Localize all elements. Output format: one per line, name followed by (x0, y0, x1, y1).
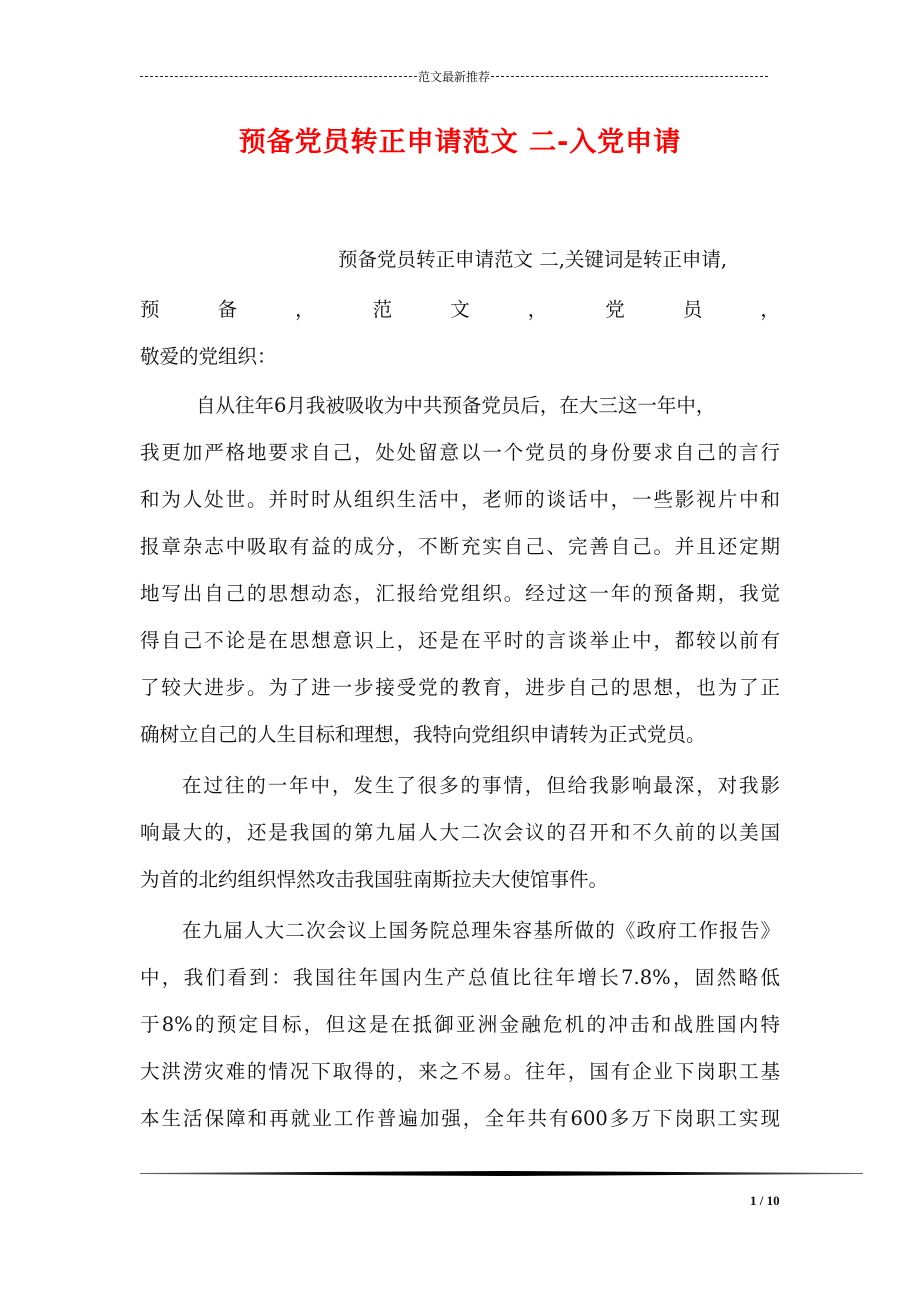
salutation: 敬爱的党组织： (140, 345, 277, 368)
header-dash-right (491, 76, 768, 77)
body-line: 和为人处世。并时时从组织生活中，老师的谈话中，一些影视片中和 (140, 488, 780, 511)
body-line: 在九届人大二次会议上国务院总理朱容基所做的《政府工作报告》 (182, 919, 780, 942)
body-line: 在过往的一年中，发生了很多的事情，但给我影响最深，对我影 (182, 774, 780, 797)
keyword-char: ， (527, 298, 548, 321)
body-line: 于8%的预定目标，但这是在抵御亚洲金融危机的冲击和战胜国内特 (140, 1013, 780, 1036)
body-line: 我更加严格地要求自己，处处留意以一个党员的身份要求自己的言行 (140, 441, 780, 464)
header-dash-left (140, 76, 417, 77)
intro-line: 预备党员转正申请范文 二,关键词是转正申请, (338, 248, 728, 271)
body-line: 为首的北约组织悍然攻击我国驻南斯拉夫大使馆事件。 (140, 868, 609, 891)
body-line: 自从往年6月我被吸收为中共预备党员后，在大三这一年中， (196, 394, 716, 417)
keyword-char: 党 (605, 298, 625, 321)
keyword-char: ， (760, 298, 780, 321)
body-line: 大洪涝灾难的情况下取得的，来之不易。往年，国有企业下岗职工基 (140, 1060, 780, 1083)
body-line: 确树立自己的人生目标和理想，我特向党组织申请转为正式党员。 (140, 723, 706, 746)
body-line: 中，我们看到：我国往年国内生产总值比往年增长7.8%，固然略低 (140, 966, 780, 989)
body-line: 得自己不论是在思想意识上，还是在平时的言谈举止中，都较以前有 (140, 629, 780, 652)
header-label: 范文最新推荐 (418, 70, 491, 84)
page-number: 1 / 10 (750, 1193, 780, 1208)
document-title: 预备党员转正申请范文 二-入党申请 (238, 127, 682, 158)
keyword-char: 预 (140, 298, 160, 321)
keyword-char: 备 (217, 298, 238, 321)
keywords-line (140, 294, 780, 322)
body-line: 地写出自己的思想动态，汇报给党组织。经过这一年的预备期，我觉 (140, 582, 780, 605)
body-line: 了较大进步。为了进一步接受党的教育，进步自己的思想，也为了正 (140, 676, 780, 699)
page-header (140, 68, 768, 85)
keyword-char: 员 (682, 298, 703, 321)
footer-divider (140, 1171, 863, 1176)
keyword-char: ， (295, 298, 315, 321)
keyword-char: 范 (372, 298, 393, 321)
keyword-char: 文 (450, 298, 470, 321)
body-line: 本生活保障和再就业工作普遍加强，全年共有600多万下岗职工实现 (140, 1107, 780, 1130)
body-line: 报章杂志中吸取有益的成分，不断充实自己、完善自己。并且还定期 (140, 535, 780, 558)
body-line: 响最大的，还是我国的第九届人大二次会议的召开和不久前的以美国 (140, 821, 780, 844)
